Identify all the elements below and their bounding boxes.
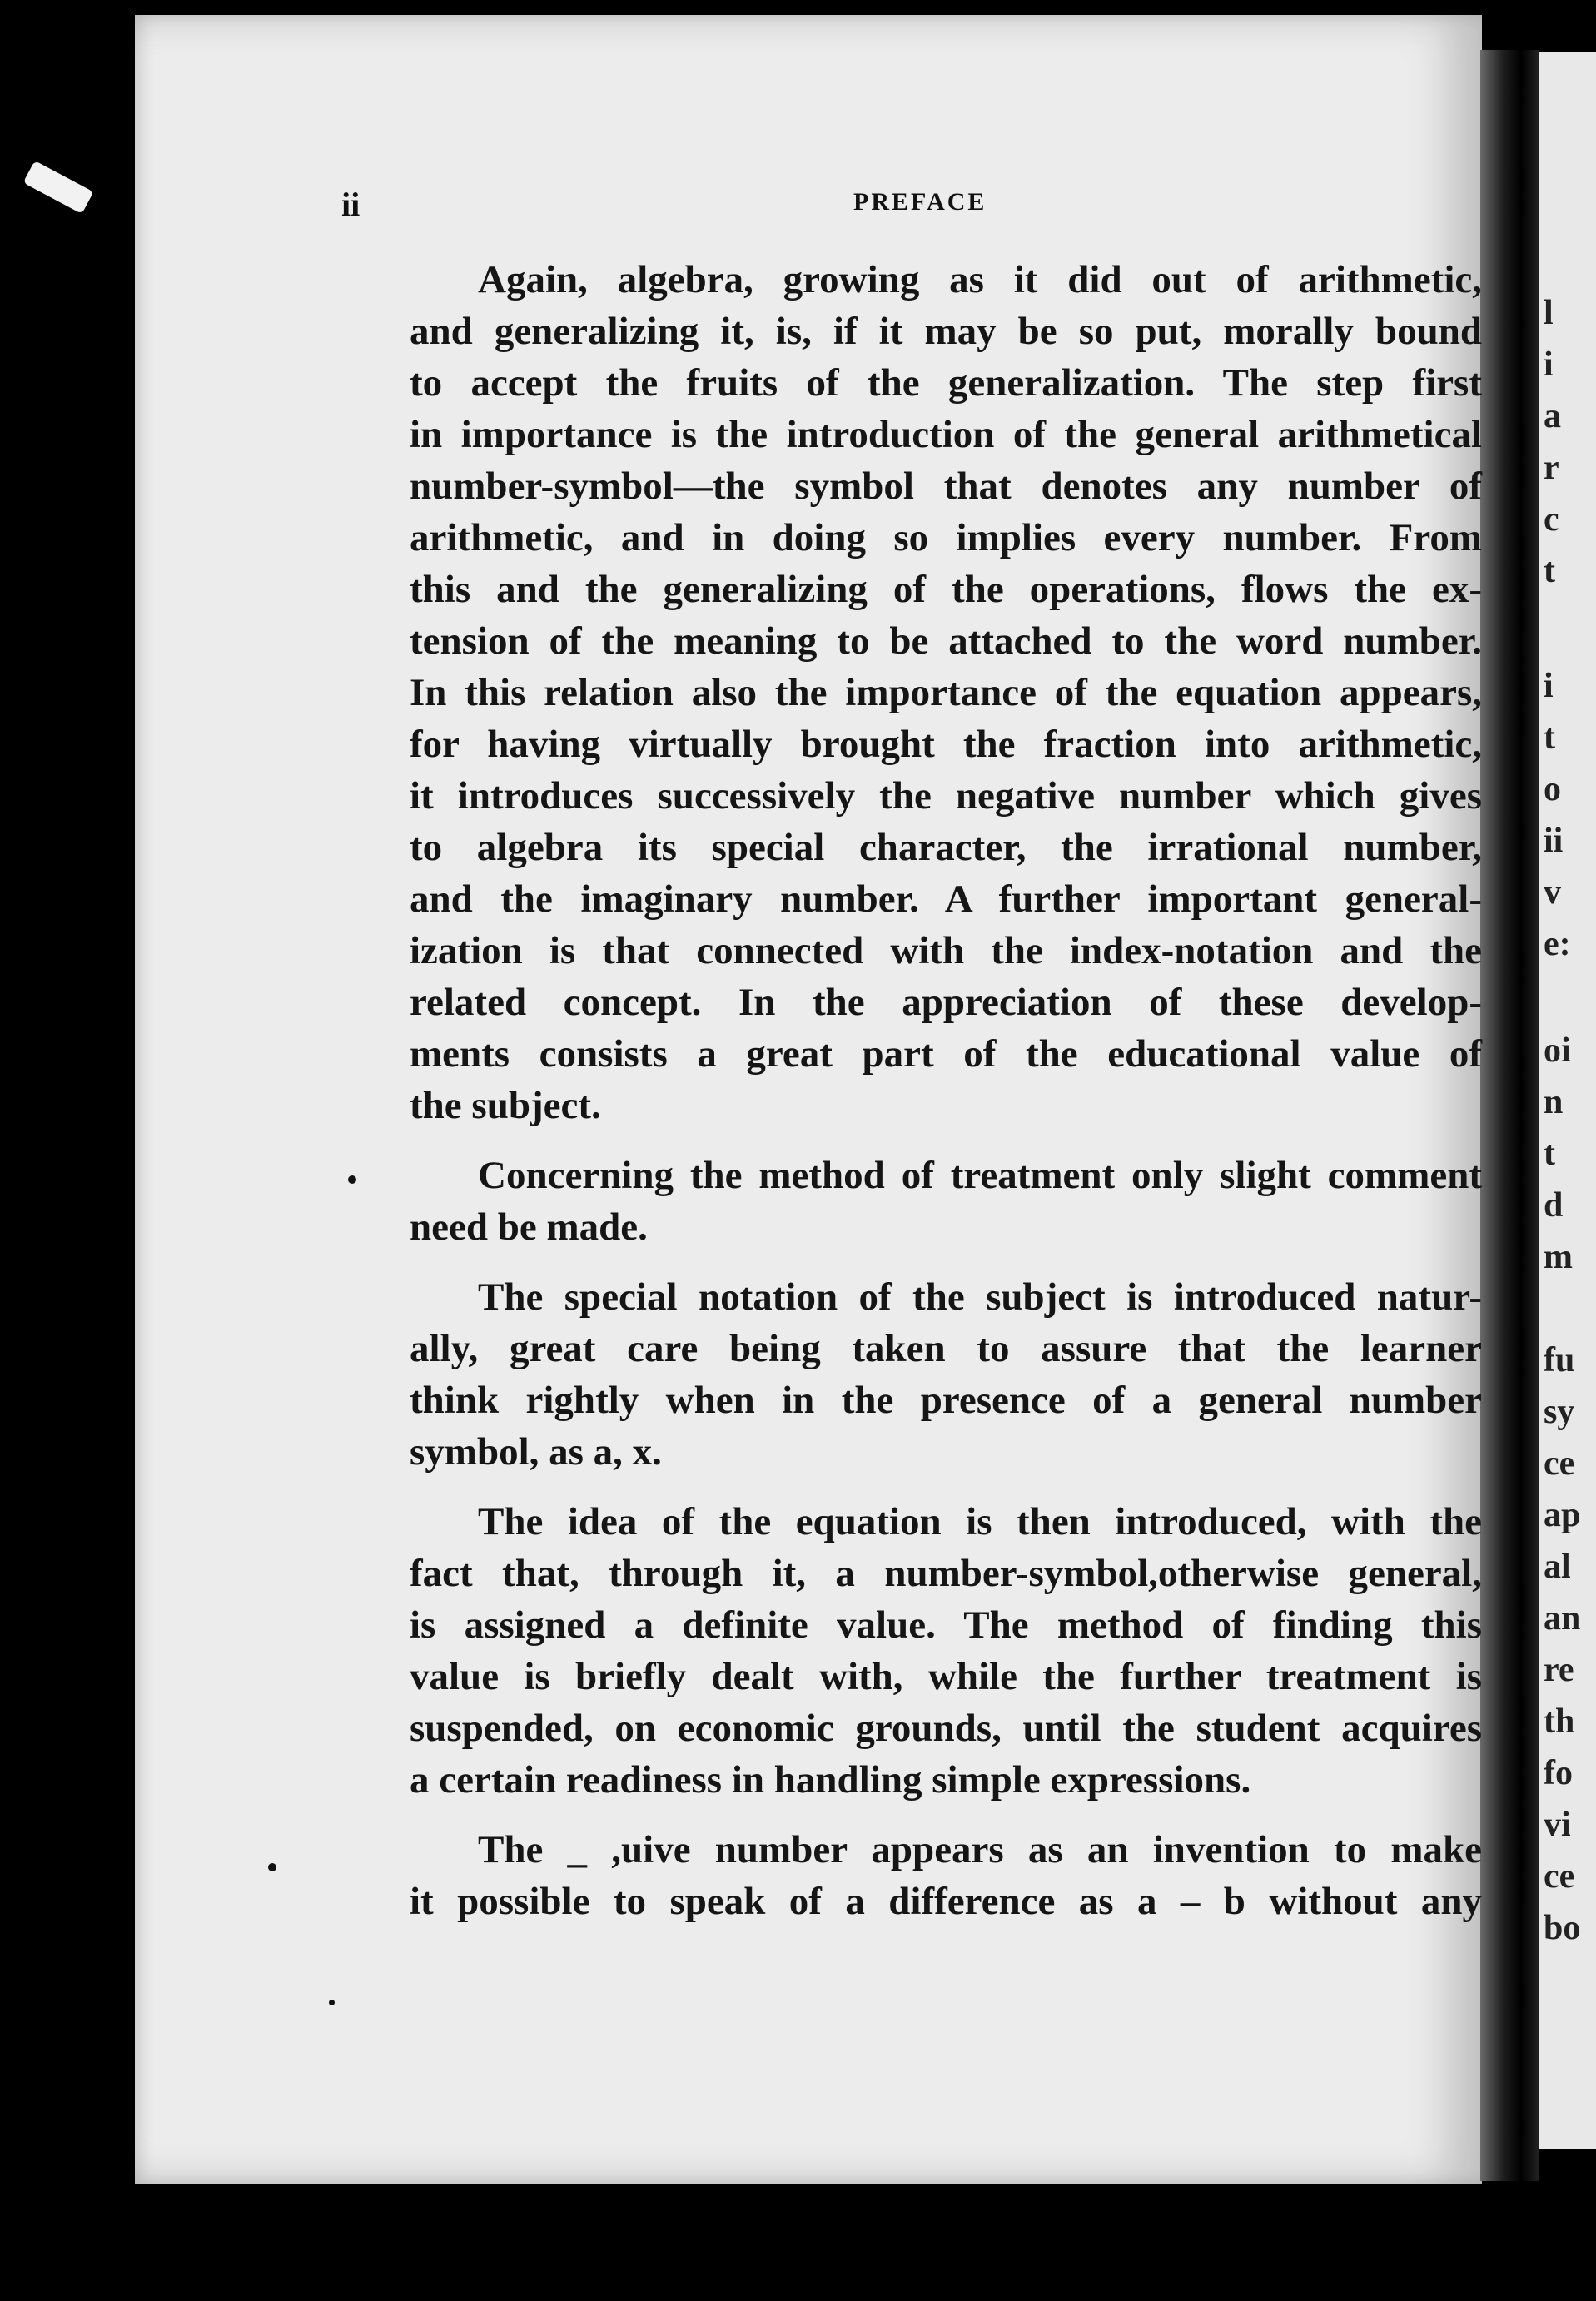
text-line: The _ ,uive number appears as an invention to make [478, 1828, 1482, 1871]
paragraph [341, 1496, 1482, 1806]
text-line: ization is that connected with the index-notation and the [410, 929, 1482, 972]
right-page-fragment: th [1544, 1702, 1575, 1741]
right-page-fragment: ap [1544, 1496, 1581, 1534]
text-line: need be made. [410, 1205, 648, 1249]
text-line: and the imaginary number. A further important general- [410, 877, 1482, 921]
right-page-fragment: ce [1544, 1444, 1575, 1483]
text-line: and generalizing it, is, if it may be so put, morally bound [410, 310, 1482, 353]
text-line: think rightly when in the presence of a general number [410, 1379, 1482, 1422]
right-page-fragment: t [1544, 1135, 1555, 1173]
right-page-fragment: m [1544, 1238, 1573, 1276]
text-line: the subject. [410, 1084, 601, 1127]
text-line: Concerning the method of treatment only slight comment [478, 1154, 1482, 1197]
right-page-fragment: bo [1544, 1909, 1581, 1947]
right-page-fragment: d [1544, 1186, 1564, 1225]
right-page-fragment: re [1544, 1651, 1574, 1689]
right-page-fragment: oi [1544, 1031, 1571, 1070]
text-line: ally, great care being taken to assure that the learner [410, 1327, 1482, 1370]
text-line: Again, algebra, growing as it did out of arithmetic, [478, 258, 1482, 301]
right-page-edge [1539, 52, 1596, 2149]
text-line: symbol, as a, x. [410, 1430, 662, 1474]
right-page-fragment: o [1544, 770, 1561, 808]
right-page-fragment: sy [1544, 1393, 1575, 1431]
margin-bullet [348, 1175, 356, 1184]
page-header [341, 185, 1482, 223]
margin-speck [268, 1863, 276, 1871]
paragraph [341, 1271, 1482, 1478]
text-line: this and the generalizing of the operations, flows the ex- [410, 568, 1482, 611]
right-page-fragment: fo [1544, 1754, 1573, 1792]
right-page-fragment: n [1544, 1083, 1564, 1121]
text-line: to algebra its special character, the irrational number, [410, 826, 1482, 869]
right-page-fragment: a [1544, 397, 1561, 435]
text-line: in importance is the introduction of the general arithmetical [410, 413, 1482, 456]
right-page-fragment: i [1544, 345, 1554, 384]
text-line: for having virtually brought the fraction into arithmetic, [410, 723, 1482, 766]
paragraph [341, 1824, 1482, 1927]
text-line: it introduces successively the negative number which gives [410, 774, 1482, 818]
text-line: number-symbol—the symbol that denotes any number of [410, 465, 1482, 508]
right-page-fragment: c [1544, 500, 1559, 539]
body-text [341, 254, 1482, 1946]
scan-artifact [23, 161, 94, 214]
paragraph [341, 254, 1482, 1131]
text-line: The idea of the equation is then introduced, with the [478, 1500, 1482, 1543]
right-page-fragment: v [1544, 873, 1561, 912]
right-page-fragment: t [1544, 552, 1555, 590]
page-number: ii [341, 186, 360, 223]
right-page-fragment: r [1544, 449, 1559, 487]
right-page-fragment: ii [1544, 822, 1564, 860]
paragraph [341, 1150, 1482, 1253]
right-page-fragment: i [1544, 667, 1554, 705]
margin-speck [329, 2000, 335, 2005]
right-page-fragment: fu [1544, 1341, 1575, 1379]
right-page-fragment: vi [1544, 1806, 1571, 1844]
text-line: tension of the meaning to be attached to the word number. [410, 619, 1482, 663]
running-head: PREFACE [853, 188, 987, 216]
right-page-fragment: ce [1544, 1857, 1575, 1896]
right-page-fragment: al [1544, 1548, 1571, 1586]
book-gutter [1480, 50, 1539, 2181]
text-line: arithmetic, and in doing so implies every number. From [410, 516, 1482, 559]
text-line: it possible to speak of a difference as a – b without any [410, 1880, 1482, 1923]
text-line: related concept. In the appreciation of these develop- [410, 981, 1482, 1024]
right-page-fragment: l [1544, 294, 1554, 332]
text-line: is assigned a definite value. The method of finding this [410, 1603, 1482, 1647]
text-line: value is briefly dealt with, while the further treatment is [410, 1655, 1482, 1698]
right-page-fragment: t [1544, 718, 1555, 757]
text-line: The special notation of the subject is introduced natur- [478, 1275, 1482, 1319]
text-line: In this relation also the importance of the equation appears, [410, 671, 1482, 714]
right-page-fragment: an [1544, 1599, 1581, 1638]
text-line: a certain readiness in handling simple expressions. [410, 1758, 1251, 1802]
text-line: to accept the fruits of the generalization. The step first [410, 361, 1482, 405]
right-page-fragment: e: [1544, 925, 1571, 963]
text-line: ments consists a great part of the educational value of [410, 1032, 1482, 1076]
text-line: suspended, on economic grounds, until the student acquires [410, 1707, 1482, 1750]
text-line: fact that, through it, a number-symbol,otherwise general, [410, 1552, 1482, 1595]
